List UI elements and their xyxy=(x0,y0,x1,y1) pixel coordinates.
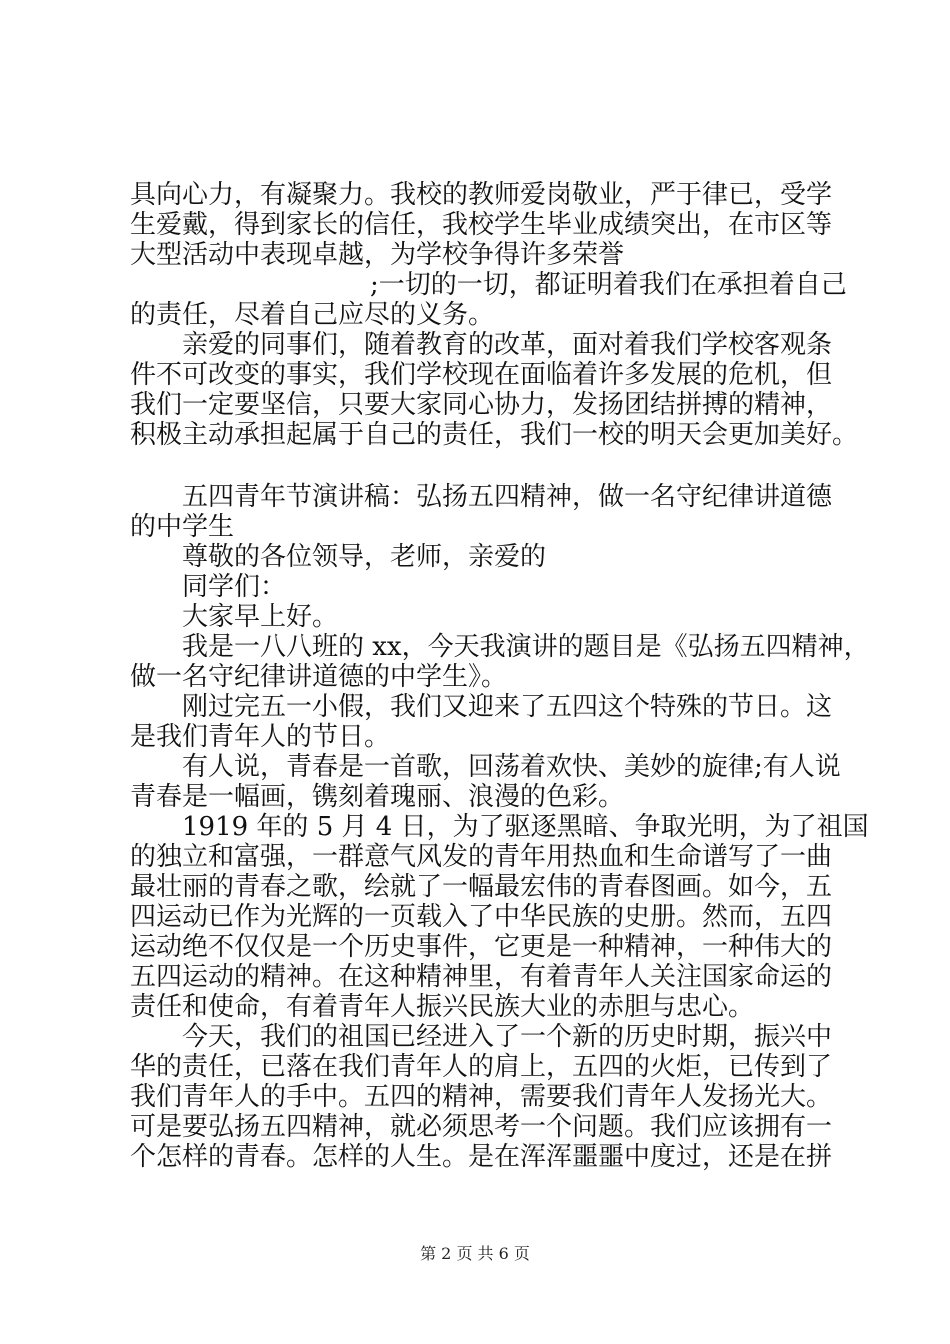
text-line: 最壮丽的青春之歌，绘就了一幅最宏伟的青春图画。如今，五 xyxy=(130,872,833,902)
text-line: 华的责任，已落在我们青年人的肩上，五四的火炬，已传到了 xyxy=(130,1052,833,1082)
text-line: 责任和使命，有着青年人振兴民族大业的赤胆与忠心。 xyxy=(130,992,755,1022)
text-line: 青春是一幅画，镌刻着瑰丽、浪漫的色彩。 xyxy=(130,782,625,812)
text-line: 的责任，尽着自己应尽的义务。 xyxy=(130,300,495,330)
paragraph-start-line: 刚过完五一小假，我们又迎来了五四这个特殊的节日。这 xyxy=(182,692,833,722)
salutation-line: 尊敬的各位领导，老师，亲爱的 xyxy=(182,542,547,572)
text-line: 我们一定要坚信，只要大家同心协力，发扬团结拼搏的精神， xyxy=(130,390,833,420)
section-title-continued: 的中学生 xyxy=(130,512,235,542)
text-line: 我们青年人的手中。五四的精神，需要我们青年人发扬光大。 xyxy=(130,1082,833,1112)
greeting-line: 大家早上好。 xyxy=(182,602,339,632)
text-line: 具向心力，有凝聚力。我校的教师爱岗敬业，严于律已，受学 xyxy=(130,180,833,210)
text-line: 运动绝不仅仅是一个历史事件，它更是一种精神，一种伟大的 xyxy=(130,932,833,962)
text-line: 五四运动的精神。在这种精神里，有着青年人关注国家命运的 xyxy=(130,962,833,992)
text-line: 可是要弘扬五四精神，就必须思考一个问题。我们应该拥有一 xyxy=(130,1112,833,1142)
page-number-footer: 第 2 页 共 6 页 xyxy=(420,1244,530,1263)
section-title: 五四青年节演讲稿：弘扬五四精神，做一名守纪律讲道德 xyxy=(182,482,833,512)
text-line: 生爱戴，得到家长的信任，我校学生毕业成绩突出，在市区等 xyxy=(130,210,833,240)
paragraph-start-line: 我是一八八班的 xx，今天我演讲的题目是《弘扬五四精神， xyxy=(182,632,870,662)
text-line: 积极主动承担起属于自己的责任，我们一校的明天会更加美好。 xyxy=(130,420,859,450)
text-line: 个怎样的青春。怎样的人生。是在浑浑噩噩中度过，还是在拼 xyxy=(130,1142,833,1172)
text-line: ;一切的一切，都证明着我们在承担着自己 xyxy=(370,270,847,300)
text-line: 做一名守纪律讲道德的中学生》。 xyxy=(130,662,508,692)
paragraph-start-line: 有人说，青春是一首歌，回荡着欢快、美妙的旋律;有人说 xyxy=(182,752,841,782)
paragraph-start-line: 1919 年的 5 月 4 日，为了驱逐黑暗、争取光明，为了祖国 xyxy=(182,812,869,842)
paragraph-start-line: 今天，我们的祖国已经进入了一个新的历史时期，振兴中 xyxy=(182,1022,833,1052)
salutation-line: 同学们： xyxy=(182,572,287,602)
text-line: 大型活动中表现卓越，为学校争得许多荣誉 xyxy=(130,240,625,270)
text-line: 是我们青年人的节日。 xyxy=(130,722,391,752)
paragraph-start-line: 亲爱的同事们，随着教育的改革，面对着我们学校客观条 xyxy=(182,330,833,360)
text-line: 件不可改变的事实，我们学校现在面临着许多发展的危机，但 xyxy=(130,360,833,390)
text-line: 的独立和富强，一群意气风发的青年用热血和生命谱写了一曲 xyxy=(130,842,833,872)
text-line: 四运动已作为光辉的一页载入了中华民族的史册。然而，五四 xyxy=(130,902,833,932)
